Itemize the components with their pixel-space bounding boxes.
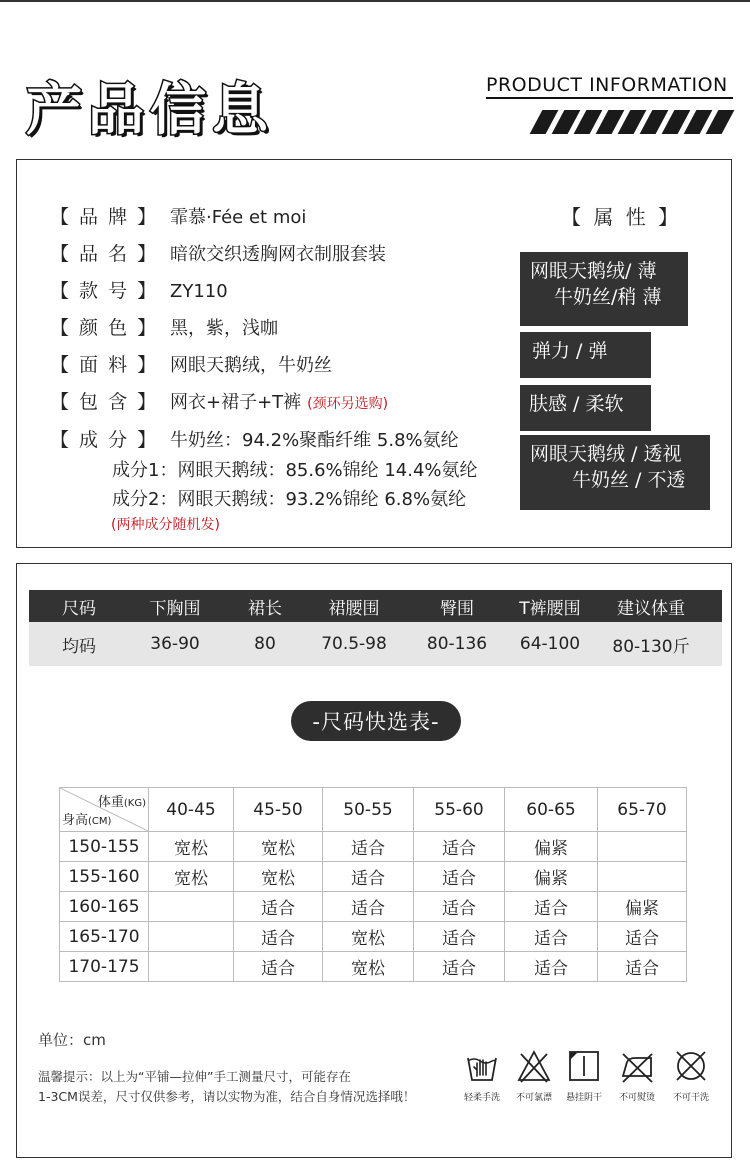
weight-header: 50-55 — [323, 788, 414, 832]
care-label: 不可熨烫 — [618, 1093, 655, 1103]
weight-axis-label — [98, 791, 146, 810]
quick-table-corner — [60, 788, 149, 832]
size-header-cell: T裤腰围 — [519, 598, 581, 619]
fit-cell: 适合 — [234, 922, 323, 952]
top-border — [0, 0, 750, 2]
info-row-composition — [50, 425, 459, 452]
fit-cell: 适合 — [234, 952, 323, 982]
weight-header: 45-50 — [234, 788, 323, 832]
table-row — [60, 892, 687, 922]
fit-cell: 宽松 — [149, 832, 234, 862]
size-cell: 64-100 — [519, 634, 581, 654]
height-cell: 150-155 — [60, 832, 149, 862]
attributes-title: 【 属 性 】 — [561, 205, 682, 229]
info-row-fabric — [50, 350, 332, 377]
fit-cell: 偏紧 — [598, 892, 687, 922]
info-value: 霏慕·Fée et moi — [170, 207, 307, 228]
attribute-tag-transparency — [520, 435, 710, 510]
page-title: 产品信息 — [26, 77, 274, 143]
fit-cell: 适合 — [323, 892, 414, 922]
hang-dry-shade-icon — [566, 1048, 602, 1084]
info-label: 【 包 含 】 — [50, 391, 159, 413]
table-row — [60, 952, 687, 982]
care-item — [614, 1048, 660, 1103]
tag-line: 牛奶丝/稍 薄 — [554, 286, 662, 308]
tag-line: 牛奶丝 / 不透 — [572, 469, 686, 491]
quick-size-title: -尺码快选表- — [291, 701, 461, 741]
measurement-tip — [38, 1067, 458, 1107]
fit-cell: 偏紧 — [505, 862, 598, 892]
weight-header: 40-45 — [149, 788, 234, 832]
info-label: 【 款 号 】 — [50, 280, 159, 302]
fit-cell — [598, 862, 687, 892]
composition-sub-2: 成分2：网眼天鹅绒：93.2%锦纶 6.8%氨纶 — [112, 489, 467, 510]
info-row-color — [50, 313, 278, 340]
info-value: 网衣+裙子+T裤 — [170, 392, 302, 413]
fit-cell: 适合 — [414, 892, 505, 922]
size-cell: 80-136 — [426, 634, 488, 654]
table-row — [60, 922, 687, 952]
info-row-includes — [50, 387, 388, 414]
info-row-name — [50, 239, 386, 266]
size-cell: 80-130斤 — [612, 636, 690, 657]
table-row — [60, 832, 687, 862]
table-row — [60, 862, 687, 892]
size-header-cell: 臀围 — [440, 598, 474, 619]
size-header-cell: 下胸围 — [149, 598, 201, 619]
decorative-stripes — [536, 110, 732, 134]
hand-wash-icon — [464, 1048, 500, 1084]
info-label: 【 成 分 】 — [50, 429, 159, 451]
size-cell: 70.5-98 — [321, 634, 387, 654]
weight-header: 60-65 — [505, 788, 598, 832]
height-unit: (CM) — [88, 816, 112, 827]
size-table-header — [29, 590, 722, 622]
quick-table-header-row — [60, 788, 687, 832]
composition-random-note: (两种成分随机发) — [111, 517, 220, 533]
size-table-row — [29, 622, 722, 666]
fit-cell: 宽松 — [323, 952, 414, 982]
info-row-brand — [50, 202, 306, 229]
weight-unit: (KG) — [123, 798, 146, 809]
fit-cell: 适合 — [323, 862, 414, 892]
fit-cell — [149, 952, 234, 982]
fit-cell: 适合 — [505, 892, 598, 922]
height-cell: 170-175 — [60, 952, 149, 982]
fit-cell: 适合 — [414, 832, 505, 862]
fit-cell: 偏紧 — [505, 832, 598, 862]
fit-cell: 宽松 — [323, 922, 414, 952]
page-subtitle-en: PRODUCT INFORMATION — [486, 74, 728, 96]
info-value: 暗欲交织透胸网衣制服套装 — [170, 244, 386, 265]
tip-line: 温馨提示：以上为“平铺—拉伸”手工测量尺寸，可能存在 — [38, 1069, 351, 1084]
tag-line: 弹力 / 弹 — [532, 340, 608, 362]
fit-cell — [149, 892, 234, 922]
fit-cell: 适合 — [323, 832, 414, 862]
weight-header: 65-70 — [598, 788, 687, 832]
info-row-model — [50, 276, 228, 303]
fit-cell: 适合 — [414, 922, 505, 952]
care-item — [459, 1048, 505, 1103]
fit-cell: 适合 — [505, 922, 598, 952]
care-label: 轻柔手洗 — [463, 1093, 500, 1103]
size-header-cell: 建议体重 — [617, 598, 685, 619]
fit-cell: 适合 — [414, 862, 505, 892]
info-label: 【 品 名 】 — [50, 243, 159, 265]
info-value: 牛奶丝：94.2%聚酯纤维 5.8%氨纶 — [170, 430, 459, 451]
fit-cell: 宽松 — [234, 832, 323, 862]
size-header-cell: 尺码 — [62, 598, 96, 619]
attribute-tag-elasticity — [520, 332, 651, 378]
tag-line: 肤感 / 柔软 — [529, 393, 624, 415]
includes-note: (颈环另选购) — [307, 396, 389, 412]
care-item — [561, 1048, 607, 1103]
no-iron-icon — [619, 1048, 655, 1084]
info-label: 【 面 料 】 — [50, 354, 159, 376]
care-item — [511, 1048, 557, 1103]
unit-label: 单位：cm — [38, 1031, 106, 1049]
weight-label: 体重 — [97, 795, 124, 810]
tag-line: 网眼天鹅绒 / 透视 — [530, 443, 682, 465]
size-cell: 80 — [254, 634, 276, 654]
size-header-cell: 裙长 — [248, 598, 282, 619]
size-cell: 36-90 — [150, 634, 200, 654]
care-label: 悬挂阴干 — [565, 1093, 602, 1103]
attribute-tag-feel — [520, 385, 651, 431]
fit-cell — [149, 922, 234, 952]
height-cell: 165-170 — [60, 922, 149, 952]
info-value: 黑，紫，浅咖 — [170, 318, 278, 339]
no-dry-clean-icon — [673, 1048, 709, 1084]
care-item — [668, 1048, 714, 1103]
info-value: ZY110 — [170, 281, 228, 302]
fit-cell: 适合 — [598, 952, 687, 982]
height-cell: 155-160 — [60, 862, 149, 892]
attribute-tag-thickness — [520, 252, 688, 326]
fit-cell — [598, 832, 687, 862]
fit-cell: 适合 — [414, 952, 505, 982]
fit-cell: 适合 — [234, 892, 323, 922]
fit-cell: 适合 — [598, 922, 687, 952]
fit-cell: 适合 — [505, 952, 598, 982]
quick-size-table — [59, 787, 687, 982]
weight-header: 55-60 — [414, 788, 505, 832]
info-label: 【 品 牌 】 — [50, 206, 159, 228]
tip-line: 1-3CM误差，尺寸仅供参考，请以实物为准，结合自身情况选择哦！ — [38, 1089, 416, 1104]
height-cell: 160-165 — [60, 892, 149, 922]
size-header-cell: 裙腰围 — [328, 598, 380, 619]
fit-cell: 宽松 — [234, 862, 323, 892]
tag-line: 网眼天鹅绒/ 薄 — [530, 260, 657, 282]
no-bleach-icon — [516, 1048, 552, 1084]
care-label: 不可干洗 — [672, 1093, 709, 1103]
composition-sub-1: 成分1：网眼天鹅绒：85.6%锦纶 14.4%氨纶 — [112, 460, 478, 481]
size-cell: 均码 — [62, 636, 96, 657]
height-label: 身高 — [62, 813, 89, 828]
info-label: 【 颜 色 】 — [50, 317, 159, 339]
fit-cell: 宽松 — [149, 862, 234, 892]
subtitle-underline — [486, 97, 733, 99]
info-value: 网眼天鹅绒，牛奶丝 — [170, 355, 332, 376]
height-axis-label — [62, 809, 111, 828]
care-label: 不可氯漂 — [515, 1093, 552, 1103]
